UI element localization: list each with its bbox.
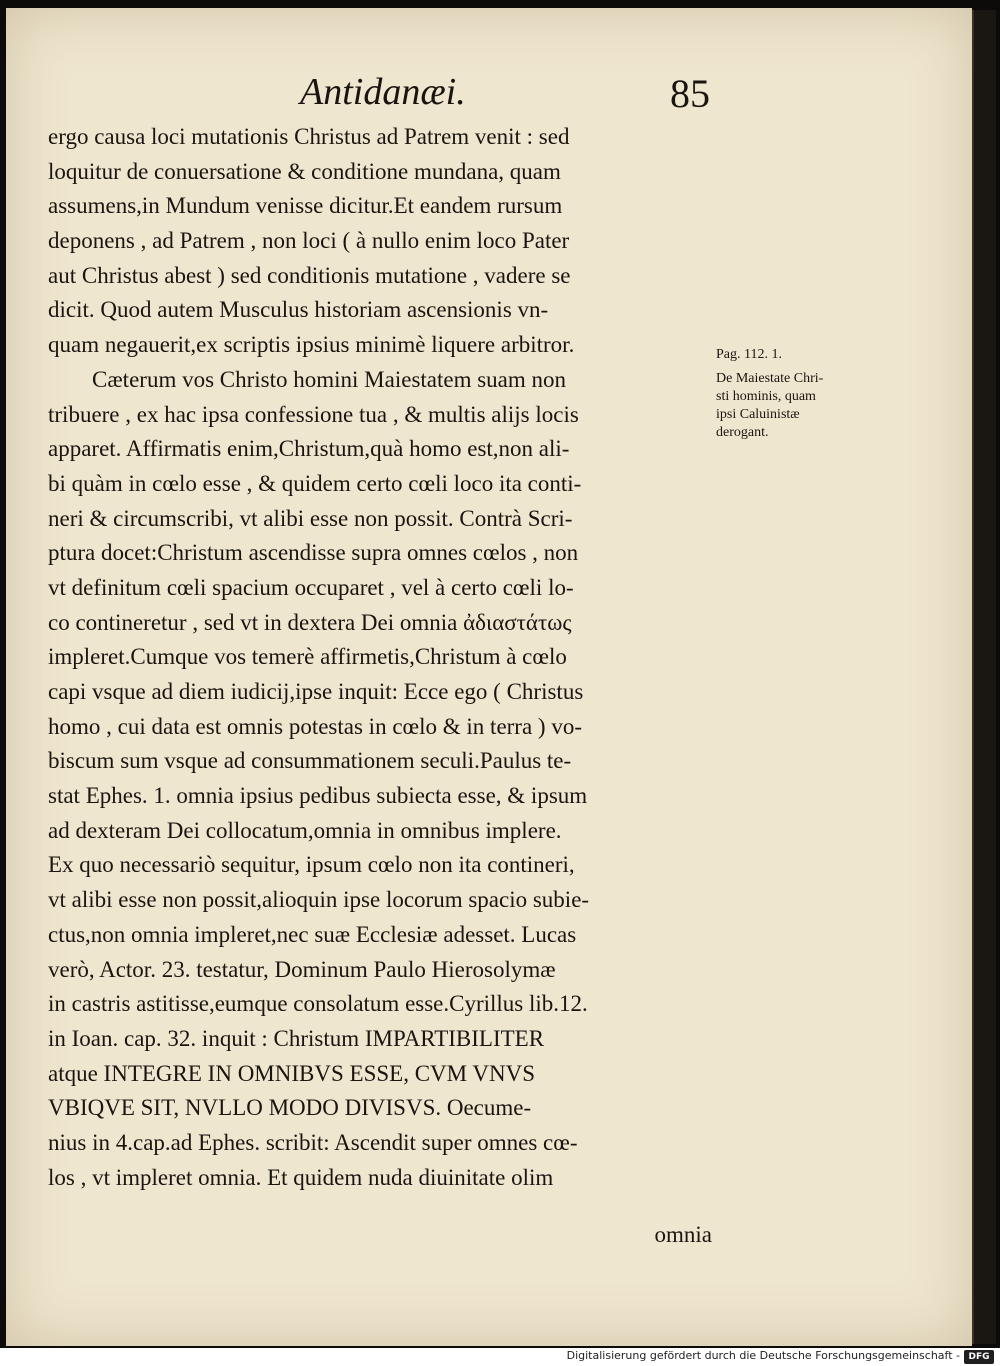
text-line: los , vt impleret omnia. Et quidem nuda diuinitate olim [48, 1164, 554, 1190]
text-line: loquitur de conuersatione & conditione mundana, quam [48, 158, 561, 184]
page-edge [972, 10, 996, 1344]
marginal-note-line: sti hominis, quam [716, 389, 816, 404]
text-line: in castris astitisse,eumque consolatum esse.Cyrillus lib.12. [48, 991, 588, 1017]
text-line: stat Ephes. 1. omnia ipsius pedibus subiecta esse, & ipsum [48, 783, 588, 809]
page-number: 85 [670, 71, 710, 116]
text-line: VBIQVE SIT, NVLLO MODO DIVISVS. Oecume- [48, 1095, 532, 1121]
marginal-note [716, 346, 876, 442]
text-line: verò, Actor. 23. testatur, Dominum Paulo Hierosolymæ [48, 956, 556, 982]
funding-credit: Digitalisierung gefördert durch die Deutsche Forschungsgemeinschaft - [566, 1349, 960, 1362]
marginal-note-line: derogant. [716, 425, 769, 440]
text-line: neri & circumscribi, vt alibi esse non possit. Contrà Scri- [48, 505, 573, 531]
text-line: ad dexteram Dei collocatum,omnia in omnibus implere. [48, 817, 562, 843]
text-line: quam negauerit,ex scriptis ipsius minimè liquere arbitror. [48, 332, 575, 358]
body-text [48, 120, 718, 1247]
text-line: bi quàm in cœlo esse , & quidem certo cœli loco ita conti- [48, 470, 582, 496]
footer-bar [0, 1348, 1000, 1366]
marginal-note-line: De Maiestate Chri- [716, 371, 824, 386]
dfg-logo: DFG [964, 1350, 994, 1364]
text-line: ergo causa loci mutationis Christus ad Patrem venit : sed [48, 124, 570, 149]
text-line: tribuere , ex hac ipsa confessione tua , & multis alijs locis [48, 401, 579, 427]
text-line: atque INTEGRE IN OMNIBVS ESSE, CVM VNVS [48, 1060, 536, 1086]
catchword: omnia [654, 1222, 712, 1247]
text-line: Cæterum vos Christo homini Maiestatem suam non [92, 366, 567, 392]
text-line: capi vsque ad diem iudicij,ipse inquit: Ecce ego ( Christus [48, 679, 584, 704]
text-line: Ex quo necessariò sequitur, ipsum cœlo non ita contineri, [48, 852, 575, 878]
text-line: vt definitum cœli spacium occuparet , vel à certo cœli lo- [48, 574, 574, 600]
text-line: impleret.Cumque vos temerè affirmetis,Christum à cœlo [48, 644, 567, 670]
text-line: aut Christus abest ) sed conditionis mutatione , vadere se [48, 262, 571, 288]
text-line: co contineretur , sed vt in dextera Dei omnia ἀδιαστάτως [48, 609, 572, 635]
marginal-page-reference: Pag. 112. 1. [716, 347, 782, 362]
text-line: nius in 4.cap.ad Ephes. scribit: Ascendit super omnes cœ- [48, 1129, 578, 1155]
marginal-note-line: ipsi Caluinistæ [716, 407, 800, 422]
text-line: apparet. Affirmatis enim,Christum,quà homo est,non ali- [48, 436, 570, 462]
text-line: homo , cui data est omnis potestas in cœlo & in terra ) vo- [48, 713, 582, 739]
running-head: Antidanæi. [300, 71, 466, 113]
text-line: in Ioan. cap. 32. inquit : Christum IMPARTIBILITER [48, 1025, 545, 1051]
text-line: assumens,in Mundum venisse dicitur.Et eandem rursum [48, 193, 563, 219]
text-line: deponens , ad Patrem , non loci ( à nullo enim loco Pater [48, 228, 570, 254]
page-header [270, 70, 730, 120]
text-line: biscum sum vsque ad consummationem seculi.Paulus te- [48, 748, 572, 774]
text-line: vt alibi esse non possit,alioquin ipse locorum spacio subie- [48, 887, 590, 913]
text-line: dicit. Quod autem Musculus historiam ascensionis vn- [48, 297, 549, 323]
text-line: ctus,non omnia impleret,nec suæ Ecclesiæ adesset. Lucas [48, 921, 577, 947]
text-line: ptura docet:Christum ascendisse supra omnes cœlos , non [48, 540, 579, 566]
